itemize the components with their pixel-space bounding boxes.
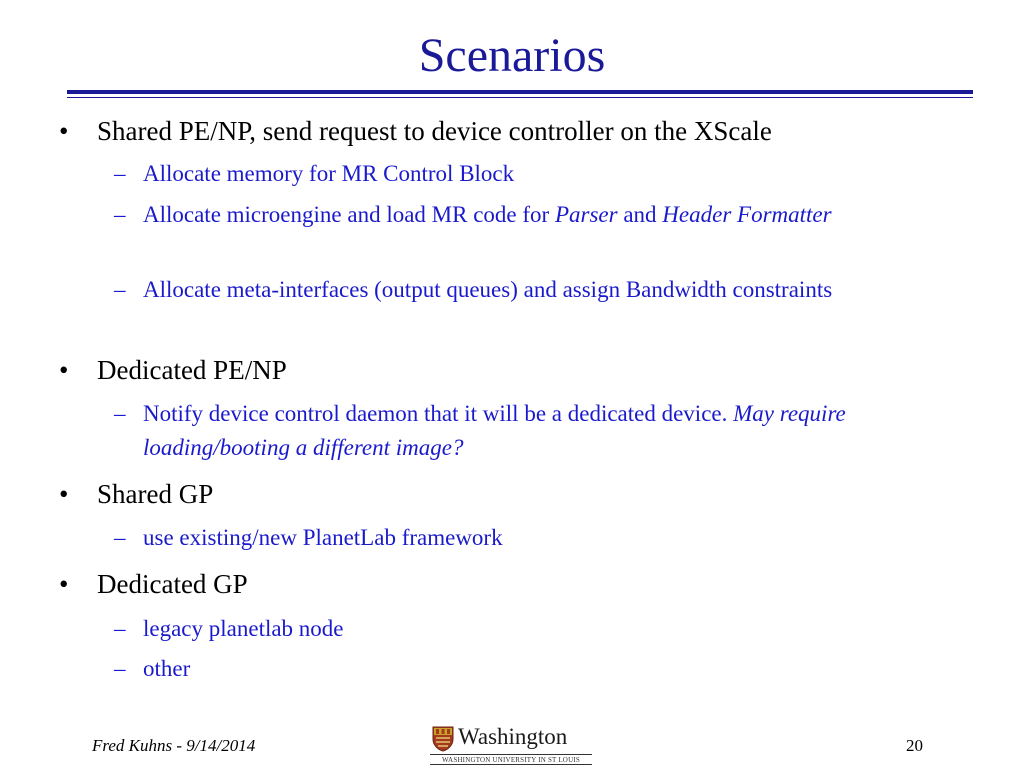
bullet-text: Shared GP xyxy=(97,479,214,509)
university-logo xyxy=(430,724,594,764)
sub-item-text: legacy planetlab node xyxy=(143,616,344,641)
sub-item-text: Allocate meta-interfaces (output queues) and assign Bandwidth constraints xyxy=(143,277,833,302)
sub-item-italic-text: May require loading/booting a different image? xyxy=(143,401,846,460)
dash-glyph: – xyxy=(114,401,126,426)
slide-number: 20 xyxy=(906,736,923,755)
dash-glyph: – xyxy=(114,161,126,186)
logo-wordmark: Washington xyxy=(458,724,568,749)
bullet-text: Dedicated GP xyxy=(97,569,248,599)
bullet-glyph: • xyxy=(59,355,69,385)
sub-item-text: use existing/new PlanetLab framework xyxy=(143,525,503,550)
sub-item-italic-text: Header Formatter xyxy=(662,202,832,227)
sub-item xyxy=(114,652,903,686)
sub-item xyxy=(114,198,903,232)
bullet-item xyxy=(59,115,772,147)
sub-item xyxy=(114,521,903,555)
bullet-item xyxy=(59,354,287,386)
bullet-glyph: • xyxy=(59,116,69,146)
sub-item-text: and xyxy=(617,202,663,227)
sub-item-text: other xyxy=(143,656,191,681)
bullet-text: Shared PE/NP, send request to device controller on the XScale xyxy=(97,116,772,146)
logo-tagline: WASHINGTON UNIVERSITY IN ST LOUIS xyxy=(442,756,580,764)
sub-item-text: Allocate memory for MR Control Block xyxy=(143,161,515,186)
sub-item xyxy=(114,397,903,465)
dash-glyph: – xyxy=(114,202,126,227)
bullet-glyph: • xyxy=(59,569,69,599)
shield-icon xyxy=(432,726,454,752)
dash-glyph: – xyxy=(114,277,126,302)
sub-item xyxy=(114,157,903,191)
dash-glyph: – xyxy=(114,656,126,681)
bullet-item xyxy=(59,568,248,600)
logo-divider xyxy=(430,764,592,765)
bullet-text: Dedicated PE/NP xyxy=(97,355,287,385)
sub-item xyxy=(114,273,903,307)
sub-item-text: Allocate microengine and load MR code for xyxy=(143,202,555,227)
slide-title: Scenarios xyxy=(418,29,606,82)
logo-divider xyxy=(430,754,592,755)
dash-glyph: – xyxy=(114,525,126,550)
sub-item xyxy=(114,612,903,646)
footer-author-date: Fred Kuhns - 9/14/2014 xyxy=(92,736,256,755)
dash-glyph: – xyxy=(114,616,126,641)
bullet-item xyxy=(59,478,214,510)
sub-item-italic-text: Parser xyxy=(554,202,618,227)
bullet-glyph: • xyxy=(59,479,69,509)
sub-item-text: Notify device control daemon that it will be a dedicated device. xyxy=(143,401,734,426)
